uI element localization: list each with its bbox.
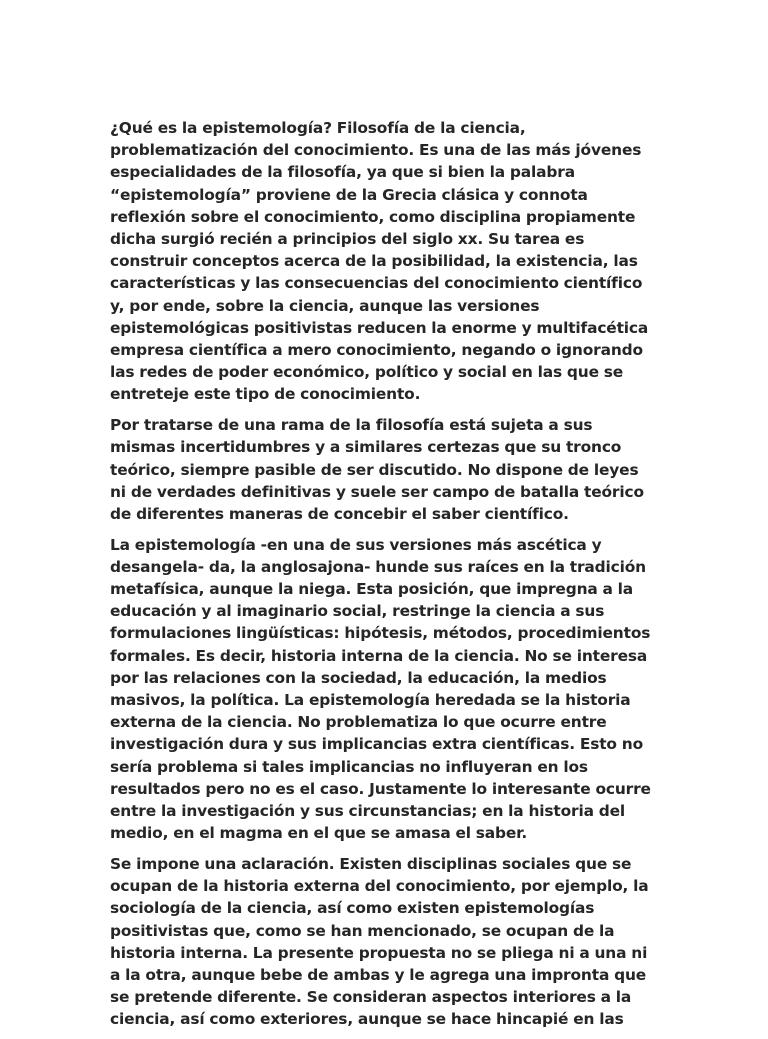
paragraph-4: Se impone una aclaración. Existen disciplinas sociales que se ocupan de la historia externa del conocimiento, por ejemplo, la sociología de la ciencia, así como existen epistemologías positivistas que, como se han mencionado, se ocupan de la historia interna. La presente propuesta no se pliega ni a una ni a la otra, aunque bebe de ambas y le agrega una impronta que se pretende diferente. Se consideran aspectos interiores a la ciencia, así como exteriores, aunque se hace hincapié en las (110, 855, 649, 1029)
document-page (110, 117, 658, 1039)
paragraph-2: Por tratarse de una rama de la filosofía está sujeta a sus mismas incertidumbres y a similares certezas que su tronco teórico, siempre pasible de ser discutido. No dispone de leyes ni de verdades definitivas y suele ser campo de batalla teórico de diferentes maneras de concebir el saber científico. (110, 416, 644, 523)
paragraph-3: La epistemología -en una de sus versiones más ascética y desangela- da, la anglosajona- hunde sus raíces en la tradición metafísica, aunque la niega. Esta posición, que impregna a la educación y al imaginario social, restringe la ciencia a sus formulaciones lingüísticas: hipótesis, métodos, procedimientos formales. Es decir, historia interna de la ciencia. No se interesa por las relaciones con la sociedad, la educación, la medios masivos, la política. La epistemología heredada se la historia externa de la ciencia. No problematiza lo que ocurre entre investigación dura y sus implicancias extra científicas. Esto no sería problema si tales implicancias no influyeran en los resultados pero no es el caso. Justamente lo interesante ocurre entre la investigación y sus circunstancias; en la historia del medio, en el magma en el que se amasa el saber. (110, 535, 651, 843)
paragraph-1: ¿Qué es la epistemología? Filosofía de la ciencia, problematización del conocimiento. Es una de las más jóvenes especialidades de la filosofía, ya que si bien la palabra “epistemología” proviene de la Grecia clásica y connota reflexión sobre el conocimiento, como disciplina propiamente dicha surgió recién a principios del siglo xx. Su tarea es construir conceptos acerca de la posibilidad, la existencia, las características y las consecuencias del conocimiento científico y, por ende, sobre la ciencia, aunque las versiones epistemológicas positivistas reducen la enorme y multifacética empresa científica a mero conocimiento, negando o ignorando las redes de poder económico, político y social en las que se entreteje este tipo de conocimiento. (110, 119, 649, 404)
